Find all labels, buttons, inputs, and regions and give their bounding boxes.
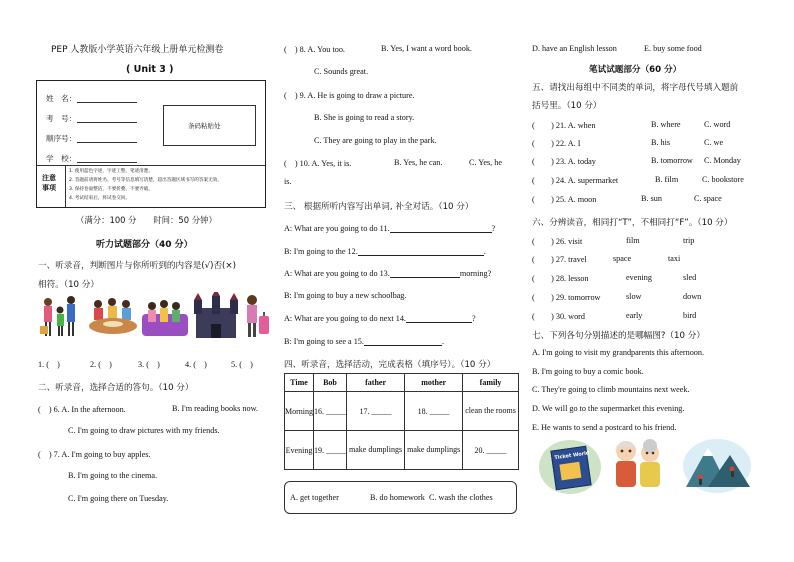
note-item: 2. 答题前请将姓名、考号等信息填写清楚，超出答题区域书写的答案无效。: [69, 178, 222, 183]
dialog-text: A: What are you going to do next 14.: [284, 314, 406, 323]
exam-number-label: 考 号：: [46, 114, 77, 123]
activity-table: [284, 373, 519, 470]
name-field[interactable]: [77, 102, 137, 103]
unit-label: ( Unit 3 ): [126, 64, 174, 75]
section4-title: 四、听录音，选择活动，完成表格（填序号）。（10 分）: [284, 360, 496, 370]
q6-option-c: C. I'm going to draw pictures with my friends.: [68, 426, 220, 435]
table-cell: clean the rooms: [463, 392, 519, 431]
section7-title: 七、下列各句分别描述的是哪幅图?（10 分）: [532, 331, 705, 341]
q21-c: C. word: [704, 120, 731, 129]
dialog-line-14: [284, 313, 476, 323]
dialog-text: morning?: [459, 269, 492, 278]
written-section-title: 笔试试题部分（60 分）: [589, 65, 682, 75]
dialog-line-12: [284, 246, 486, 256]
q21-b: B. where: [651, 120, 681, 129]
q7-option-b: B. I'm going to the cinema.: [68, 471, 158, 480]
q7-option-c: C. I'm going there on Tuesday.: [68, 494, 169, 503]
table-header: Time: [285, 374, 314, 392]
name-label: 姓 名：: [46, 94, 77, 103]
option-b: B. do homework: [370, 493, 425, 502]
family-walking-picture: [40, 296, 75, 336]
q8-option-b: B. Yes, I want a word book.: [381, 44, 472, 53]
school-field[interactable]: [77, 162, 137, 163]
table-cell[interactable]: 17. _____: [347, 392, 405, 431]
section1-title: 一、听录音，判断图片与你所听到的内容是(√)否(×): [38, 261, 236, 271]
family-sofa-picture: [142, 300, 188, 336]
seat-number-field[interactable]: [77, 142, 137, 143]
option-c: C. wash the clothes: [429, 493, 493, 502]
dialog-text: A: What are you going to do 11.: [284, 224, 390, 233]
q29-c: down: [683, 292, 702, 301]
dialog-text: A: What are you going to do 13.: [284, 269, 390, 278]
dialog-line-b13: B: I'm going to buy a new schoolbag.: [284, 291, 407, 300]
q26-b: film: [626, 236, 640, 245]
q9-option-a[interactable]: ( ) 9. A. He is going to draw a picture.: [284, 91, 415, 100]
traveler-picture: [247, 295, 269, 337]
section6-title: 六、分辨读音，相同打“T”，不相同打“F”。（10 分）: [532, 218, 733, 228]
family-dinner-picture: [89, 298, 137, 334]
q28[interactable]: ( ) 28. lesson: [532, 274, 589, 283]
q29[interactable]: ( ) 29. tomorrow: [532, 293, 601, 302]
note-item: 4. 考试结束后，将试卷交回。: [69, 196, 130, 201]
book-cover-art: [559, 462, 581, 481]
section1-pictures: [38, 292, 270, 344]
q28-b: evening: [626, 273, 652, 282]
q25[interactable]: ( ) 25. A. moon: [532, 195, 597, 204]
listening-section-title: 听力试题部分（40 分）: [96, 240, 193, 250]
q27-b: space: [613, 254, 632, 263]
answer-5[interactable]: 5. ( ): [231, 360, 253, 369]
table-cell: make dumplings: [347, 431, 405, 470]
sentence-d: D. We will go to the supermarket this evening.: [532, 404, 685, 413]
answer-2[interactable]: 2. ( ): [90, 360, 112, 369]
table-header: father: [347, 374, 405, 392]
grandparents-picture: [606, 435, 670, 495]
q10-option-a[interactable]: ( ) 10. A. Yes, it is.: [284, 159, 352, 168]
table-cell: Morning: [285, 392, 314, 431]
q24-b: B. film: [655, 175, 679, 184]
notes-divider: [37, 165, 265, 166]
dialog-line-13: [284, 268, 491, 278]
castle-picture: [194, 292, 238, 338]
dialog-punct: .: [441, 337, 444, 346]
table-cell[interactable]: 16. _____: [314, 392, 347, 431]
dialog-text: B: I'm going to see a 15.: [284, 337, 364, 346]
blank-11[interactable]: [390, 223, 492, 233]
q23[interactable]: ( ) 23. A. today: [532, 157, 596, 166]
q10-option-c: C. Yes, he: [469, 158, 502, 167]
table-cell[interactable]: 19. _____: [314, 431, 347, 470]
school-label: 学 校：: [46, 154, 77, 163]
blank-13[interactable]: [390, 268, 460, 278]
option-a: A. get together: [290, 493, 339, 502]
q21[interactable]: ( ) 21. A. when: [532, 121, 596, 130]
comic-book-picture: [539, 440, 601, 494]
q7-option-a[interactable]: ( ) 7. A. I'm going to buy apples.: [38, 450, 151, 459]
q8-option-c: C. Sounds great.: [314, 67, 369, 76]
note-item: 3. 保持卷面整洁，不要折叠、不要弄破。: [69, 187, 153, 192]
blank-15[interactable]: [364, 336, 442, 346]
q24[interactable]: ( ) 24. A. supermarket: [532, 176, 619, 185]
q30-c: bird: [683, 311, 697, 320]
dialog-line-11: [284, 223, 495, 233]
blank-12[interactable]: [358, 246, 484, 256]
table-header: Bob: [314, 374, 347, 392]
q26[interactable]: ( ) 26. visit: [532, 237, 583, 246]
answer-3[interactable]: 3. ( ): [138, 360, 160, 369]
q10-option-b: B. Yes, he can.: [394, 158, 443, 167]
notes-vertical-divider: [65, 165, 66, 207]
section1-title-cont: 相符。（10 分）: [38, 280, 99, 290]
table-header: mother: [405, 374, 463, 392]
table-header: family: [463, 374, 519, 392]
q9-option-c: C. They are going to play in the park.: [314, 136, 437, 145]
barcode-label: 条码粘贴处: [188, 122, 221, 130]
q22[interactable]: ( ) 22. A. I: [532, 139, 581, 148]
dialog-line-15: [284, 336, 444, 346]
q8-option-a[interactable]: ( ) 8. A. You too.: [284, 45, 345, 54]
section3-title: 三、 根据所听内容写出单词, 补全对话。（10 分）: [284, 202, 474, 212]
q25-b: B. sun: [641, 194, 662, 203]
sentence-c: C. They're going to climb mountains next week.: [532, 385, 690, 394]
q30[interactable]: ( ) 30. word: [532, 312, 585, 321]
dialog-text: B: I'm going to the 12.: [284, 247, 358, 256]
exam-number-field[interactable]: [77, 122, 137, 123]
book-icon: [550, 446, 591, 491]
q24-c: C. bookstore: [702, 175, 744, 184]
q27[interactable]: ( ) 27. travel: [532, 255, 587, 264]
q6-option-b: B. I'm reading books now.: [172, 404, 258, 413]
q29-b: slow: [626, 292, 642, 301]
mountain-climbing-picture: [682, 437, 752, 495]
student-info-box: [36, 80, 266, 208]
dialog-punct: .: [483, 247, 486, 256]
q26-c: trip: [683, 236, 695, 245]
note-item: 1. 使用蓝色字迹，字迹工整，笔迹清楚。: [69, 169, 153, 174]
q27-c: taxi: [668, 254, 681, 263]
blank-14[interactable]: [406, 313, 472, 323]
answer-1[interactable]: 1. ( ): [38, 360, 60, 369]
notes-label: 注意 事项: [42, 174, 56, 192]
q23-c: C. Monday: [704, 156, 741, 165]
dialog-punct: ?: [471, 314, 476, 323]
q22-c: C. we: [704, 138, 724, 147]
table-cell[interactable]: 20. _____: [463, 431, 519, 470]
section2-title: 二、听录音，选择合适的答句。（10 分）: [38, 383, 194, 393]
option-e: E. buy some food: [644, 44, 702, 53]
q30-b: early: [626, 311, 643, 320]
sentence-e: E. He wants to send a postcard to his friend.: [532, 423, 677, 432]
q9-option-b: B. She is going to read a story.: [314, 113, 415, 122]
section5-title-cont: 括号里。（10 分）: [532, 101, 602, 111]
seat-number-label: 顺序号：: [46, 134, 77, 143]
section5-title: 五、请找出每组中不同类的单词，将字母代号填入题前: [532, 83, 739, 93]
sentence-a: A. I'm going to visit my grandparents this afternoon.: [532, 348, 705, 357]
score-time: （满分：100 分 时间：50 分钟）: [76, 215, 217, 225]
q10-option-c-cont: is.: [284, 177, 292, 186]
option-d: D. have an English lesson: [532, 44, 617, 53]
sentence-b: B. I'm going to buy a comic book.: [532, 367, 644, 376]
table-cell: make dumplings: [405, 431, 463, 470]
q6-option-a[interactable]: ( ) 6. A. In the afternoon.: [38, 405, 126, 414]
table-cell: Evening: [285, 431, 314, 470]
dialog-punct: ?: [491, 224, 496, 233]
paper-title: PEP 人教版小学英语六年级上册单元检测卷: [51, 45, 224, 55]
answer-4[interactable]: 4. ( ): [185, 360, 207, 369]
q28-c: sled: [683, 273, 697, 282]
q22-b: B. his: [651, 138, 671, 147]
q23-b: B. tomorrow: [651, 156, 693, 165]
book-title: Ticket World: [554, 450, 590, 462]
q25-c: C. space: [694, 194, 722, 203]
table-cell[interactable]: 18. _____: [405, 392, 463, 431]
